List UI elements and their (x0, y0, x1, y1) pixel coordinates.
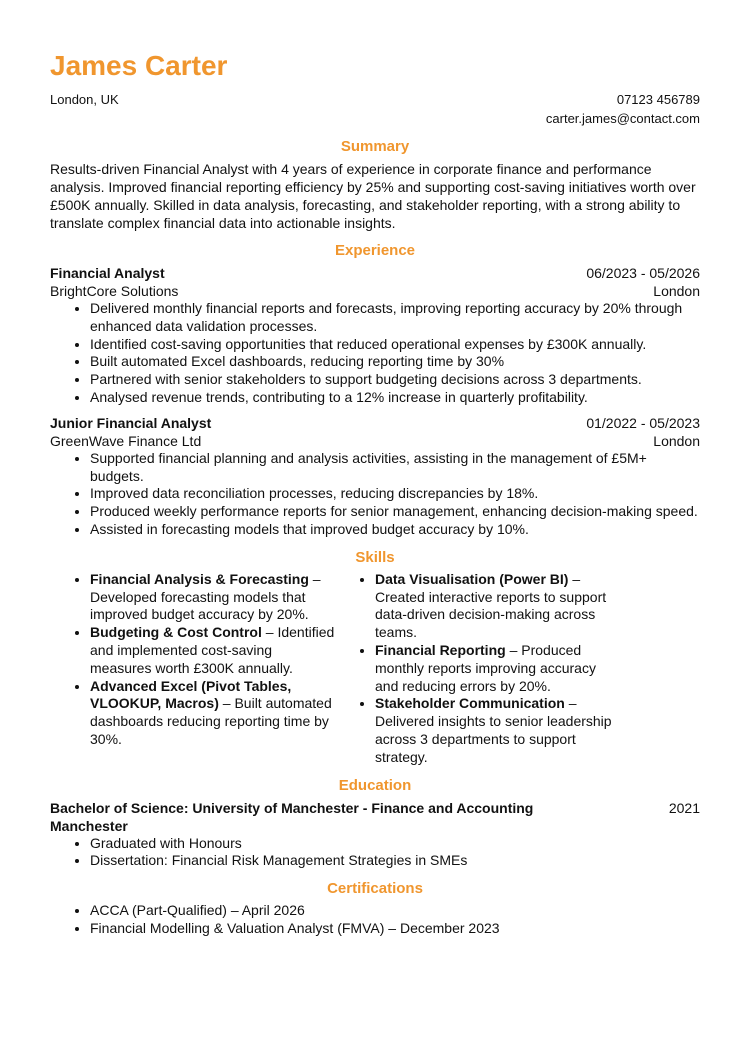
skill-name: Stakeholder Communication (375, 695, 565, 712)
certifications-list (50, 902, 700, 938)
email: carter.james@contact.com (545, 111, 700, 126)
experience-heading: Experience (334, 242, 416, 259)
skill-desc: – Delivered insights to senior leadership across 3 departments to support strategy. (375, 695, 612, 765)
education-bullets (50, 835, 700, 871)
job-bullets (50, 450, 700, 539)
list-item: • Produced weekly performance reports for senior management, enhancing decision-making speed. (90, 503, 700, 521)
education-heading: Education (338, 776, 412, 794)
skill-name: Financial Analysis & Forecasting (90, 570, 309, 587)
list-item: • Built automated Excel dashboards, reducing reporting time by 30% (90, 353, 700, 371)
skill-name: Financial Reporting (375, 641, 506, 658)
list-item: • ACCA (Part-Qualified) – April 2026 (90, 902, 700, 920)
skill-desc: – Created interactive reports to support data-driven decision-making across teams. (375, 570, 607, 641)
list-item: • Partnered with senior stakeholders to support budgeting decisions across 3 departments. (90, 371, 700, 389)
skill-item (375, 571, 620, 642)
skill-desc: – Developed forecasting models that improved budget accuracy by 20%. (90, 570, 321, 623)
candidate-name: James Carter (50, 50, 228, 81)
contact-block (50, 90, 700, 128)
list-item: • Assisted in forecasting models that improved budget accuracy by 10%. (90, 521, 700, 539)
degree: Bachelor of Science: University of Manchester - Finance and Accounting Manchester (50, 799, 534, 834)
summary-text: Results-driven Financial Analyst with 4 years of experience in corporate finance and performance analysis. Improved financial reporting efficiency by 25% and supporting cost-saving initiatives worth over £500K annually. Skilled in data analysis, forecasting, and stakeholder reporting, with a strong ability to translate complex financial data into actionable insights. (50, 161, 696, 231)
skills-heading: Skills (355, 548, 395, 566)
skill-name: Data Visualisation (Power BI) (375, 570, 569, 587)
job-dates: 06/2023 - 05/2026 (586, 265, 700, 281)
list-item: • Financial Modelling & Valuation Analyst (FMVA) – December 2023 (90, 920, 700, 938)
job-dates: 01/2022 - 05/2023 (586, 414, 700, 431)
job-location: London (653, 283, 700, 299)
education-header (50, 799, 700, 835)
skill-item (90, 624, 335, 677)
job-subheader (50, 432, 700, 450)
job-location: London (653, 432, 700, 449)
skill-desc: – Identified and implemented cost-saving measures worth £300K annually. (90, 624, 335, 676)
skills-column-left (50, 571, 335, 767)
certifications-heading: Certifications (327, 880, 423, 898)
list-item: • Identified cost-saving opportunities that reduced operational expenses by £300K annually. (90, 336, 700, 354)
skill-item (375, 642, 620, 695)
job-role: Junior Financial Analyst (50, 414, 212, 431)
job-subheader (50, 282, 700, 300)
job-entry (50, 264, 700, 407)
graduation-year: 2021 (668, 799, 700, 816)
skill-name: Advanced Excel (Pivot Tables, VLOOKUP, Macros) (90, 677, 292, 712)
job-role: Financial Analyst (50, 265, 165, 281)
list-item: • Supported financial planning and analysis activities, assisting in the management of £5M+ budgets. (90, 450, 700, 486)
list-item: • Delivered monthly financial reports and forecasts, improving reporting accuracy by 20% through enhanced data validation processes. (90, 300, 700, 336)
job-entry (50, 414, 700, 539)
list-item: • Improved data reconciliation processes, reducing discrepancies by 18%. (90, 485, 700, 503)
job-company: GreenWave Finance Ltd (50, 432, 202, 449)
skill-item (90, 678, 335, 749)
skill-desc: – Produced monthly reports improving accuracy and reducing errors by 20%. (375, 641, 596, 694)
summary-heading: Summary (340, 138, 410, 155)
contact-details (546, 90, 700, 128)
job-header (50, 414, 700, 432)
skill-item (375, 695, 620, 766)
job-company: BrightCore Solutions (50, 283, 179, 299)
list-item: • Dissertation: Financial Risk Management Strategies in SMEs (90, 852, 700, 870)
list-item: • Graduated with Honours (90, 835, 700, 853)
skills-column-right (335, 571, 620, 767)
skill-desc: – Built automated dashboards reducing reporting time by 30%. (90, 695, 332, 747)
skill-name: Budgeting & Cost Control (90, 624, 262, 641)
job-header (50, 264, 700, 282)
phone: 07123 456789 (616, 92, 700, 107)
list-item: • Analysed revenue trends, contributing to a 12% increase in quarterly profitability. (90, 389, 700, 407)
skills-grid (50, 571, 700, 767)
location: London, UK (50, 92, 119, 107)
job-bullets (50, 300, 700, 407)
skill-item (90, 571, 335, 624)
